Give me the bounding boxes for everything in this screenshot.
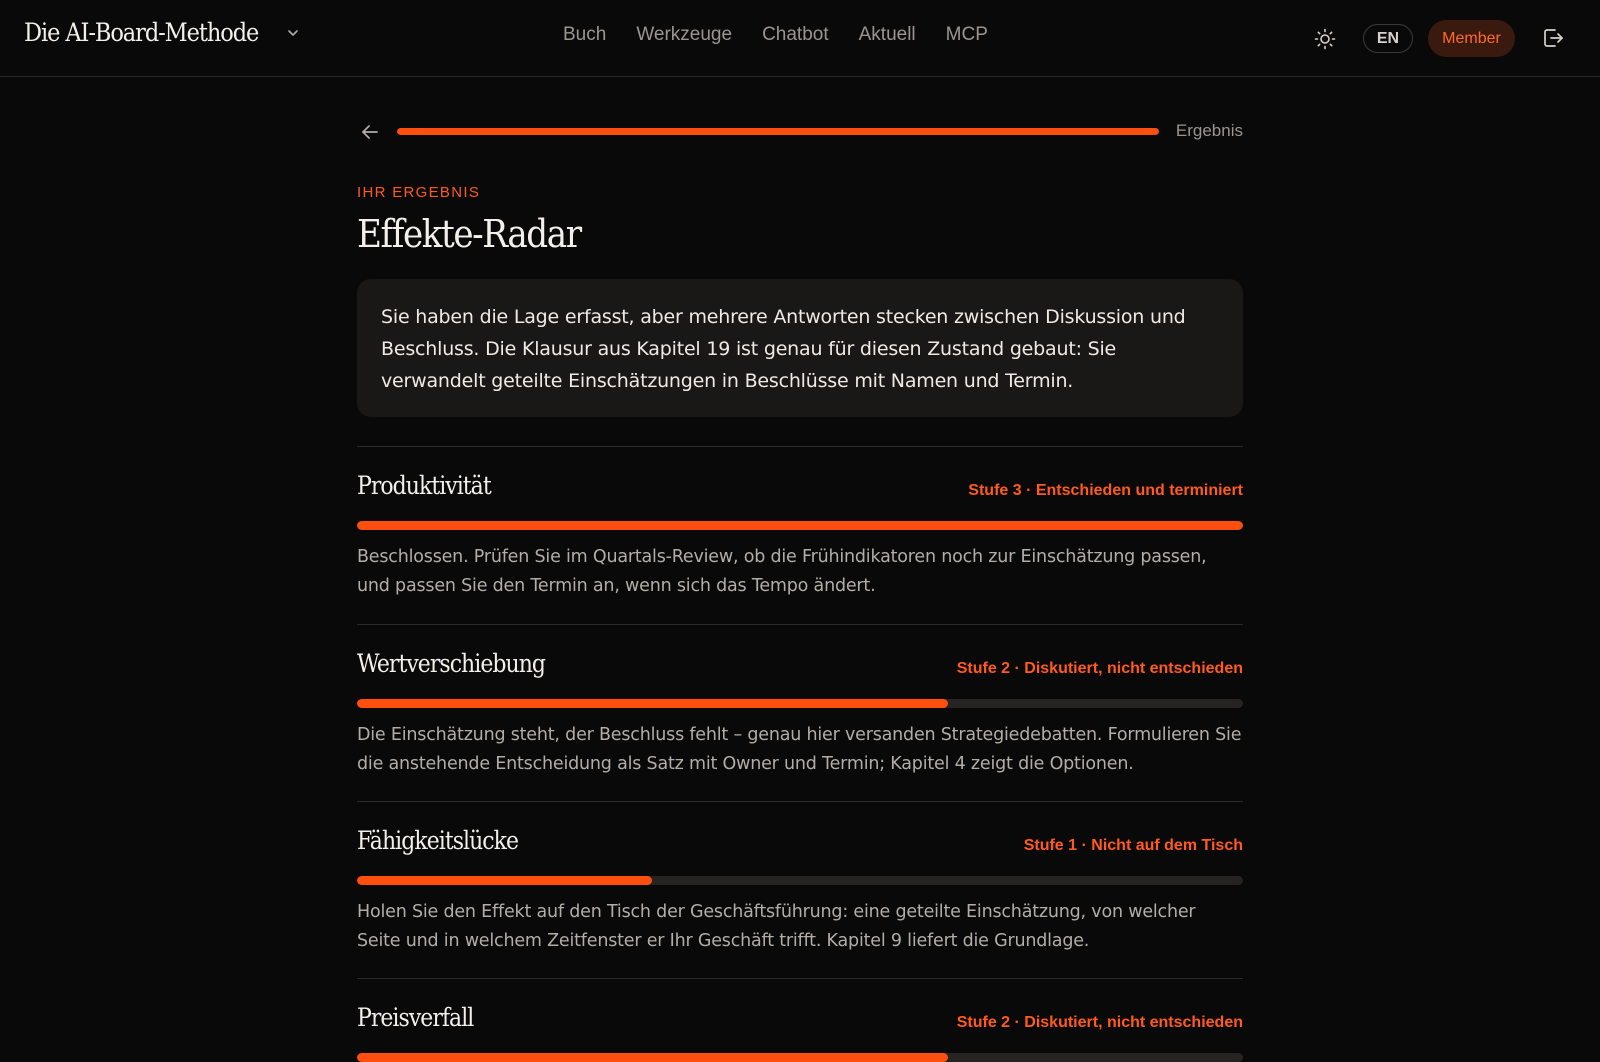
progress-bar (397, 128, 1159, 135)
nav-item-chatbot[interactable]: Chatbot (762, 24, 829, 45)
quiz-progress (357, 119, 1243, 145)
nav-item-mcp[interactable]: MCP (945, 24, 988, 45)
brand-menu[interactable] (24, 18, 300, 47)
brand-title: Die AI-Board-Methode (24, 18, 259, 47)
effect-level-bar (357, 1053, 1243, 1062)
effect-level-label: Stufe 2 · Diskutiert, nicht entschieden (956, 660, 1243, 677)
effect-level-label: Stufe 3 · Entschieden und terminiert (968, 482, 1243, 499)
sun-icon[interactable] (1313, 27, 1337, 51)
progress-label: Ergebnis (1175, 121, 1243, 140)
result-eyebrow: IHR ERGEBNIS (357, 184, 481, 201)
effect-level-bar-fill (357, 699, 948, 708)
effect-item-wertverschiebung (357, 624, 1243, 774)
effect-level-label: Stufe 2 · Diskutiert, nicht entschieden (956, 1014, 1243, 1031)
chevron-down-icon (286, 26, 300, 40)
effect-item-produktivitaet (357, 446, 1243, 596)
arrow-left-icon[interactable] (359, 121, 381, 143)
effect-level-bar (357, 699, 1243, 708)
effect-level-bar (357, 876, 1243, 885)
effect-item-faehigkeitsluecke (357, 801, 1243, 951)
member-button[interactable]: Member (1428, 20, 1515, 57)
logout-icon[interactable] (1541, 26, 1565, 50)
effect-level-bar-fill (357, 876, 652, 885)
effect-name: Wertverschiebung (357, 649, 546, 678)
language-toggle-button[interactable]: EN (1363, 24, 1413, 53)
effect-description: Die Einschätzung steht, der Beschluss fehlt – genau hier versanden Strategiedebatten. Formulieren Sie die anstehende Entscheidung als Satz mit Owner und Termin; Kapitel 4 zeigt die Optionen. (357, 725, 1242, 774)
effect-name: Produktivität (357, 471, 491, 500)
effect-name: Preisverfall (357, 1003, 474, 1032)
top-navigation-bar (0, 0, 1600, 77)
summary-card: Sie haben die Lage erfasst, aber mehrere Antworten stecken zwischen Diskussion und Beschluss. Die Klausur aus Kapitel 19 ist genau für diesen Zustand gebaut: Sie verwandelt geteilte Einschätzungen in Beschlüsse mit Namen und Termin. (357, 279, 1243, 417)
effect-level-bar-fill (357, 521, 1243, 530)
nav-item-buch[interactable]: Buch (563, 24, 607, 45)
effect-item-preisverfall (357, 978, 1243, 1032)
effect-level-bar-fill (357, 1053, 948, 1062)
nav-item-aktuell[interactable]: Aktuell (858, 24, 916, 45)
nav-item-werkzeuge[interactable]: Werkzeuge (636, 24, 733, 45)
effect-name: Fähigkeitslücke (357, 826, 519, 855)
effect-level-label: Stufe 1 · Nicht auf dem Tisch (1023, 837, 1243, 854)
page-title: Effekte-Radar (357, 212, 581, 256)
effect-description: Beschlossen. Prüfen Sie im Quartals-Review, ob die Frühindikatoren noch zur Einschätzung passen, und passen Sie den Termin an, wenn sich das Tempo ändert. (357, 547, 1207, 596)
progress-bar-fill (397, 128, 1159, 135)
main-nav (563, 24, 988, 46)
effect-level-bar (357, 521, 1243, 530)
effect-description: Holen Sie den Effekt auf den Tisch der Geschäftsführung: eine geteilte Einschätzung, von welcher Seite und in welchem Zeitfenster er Ihr Geschäft trifft. Kapitel 9 liefert die Grundlage. (357, 902, 1196, 951)
